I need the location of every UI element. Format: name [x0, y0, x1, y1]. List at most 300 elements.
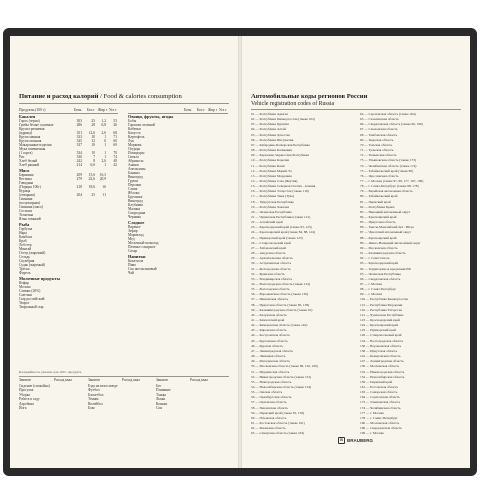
activity-cell: Лыжи	[156, 397, 166, 402]
region-code-row: 19 — Республика Хакасия	[251, 204, 289, 209]
activity-cell	[190, 393, 224, 397]
region-code-row: 78 — г. Санкт-Петербург (также 98, 178)	[360, 184, 419, 189]
region-code-row: 196 — Свердловская область	[360, 426, 402, 431]
activity-cell: Сон	[156, 406, 163, 410]
column-header: Бел г	[197, 108, 205, 112]
nutrition-value: 25	[91, 193, 95, 197]
food-name: Зефир	[128, 229, 138, 233]
region-code-row: 28 — Амурская область	[251, 251, 286, 256]
region-code-row: 11 — Республика Коми	[251, 163, 285, 168]
region-code-row: 22 — Алтайский край	[251, 220, 283, 225]
nutrition-value: 218	[76, 185, 82, 189]
food-name: Курица	[19, 189, 31, 193]
food-name: (1 сорта)	[19, 151, 33, 155]
region-code-row: 04 — Республика Алтай	[251, 127, 286, 132]
region-code-row: 97 — г. Москва	[360, 281, 383, 286]
nutrition-value: 26	[113, 123, 117, 127]
nutrition-value: 10	[91, 135, 95, 139]
food-name: Малина	[128, 207, 141, 211]
activity-cell	[122, 397, 156, 401]
food-name: Мед	[128, 237, 135, 241]
brand-name: BRAUBERG	[347, 438, 374, 443]
region-code-row: 69 — Тверская область	[360, 137, 394, 142]
food-name: Лук	[128, 139, 134, 143]
region-code-row: 89 — Ямало-Ненецкий автономный округ	[360, 240, 421, 245]
food-name: (ядрица)	[19, 131, 33, 135]
table-row	[128, 249, 228, 253]
food-name: Крупа манная	[19, 135, 41, 139]
activity-cell: Футбол	[88, 388, 100, 393]
nutrition-value: 22,6	[88, 177, 95, 181]
region-code-row: 159 — Пермский край	[360, 379, 393, 384]
food-name: Сливки (20%)	[19, 289, 41, 293]
food-name: Мармелад	[128, 233, 144, 237]
region-code-row: 46 — Курская область	[251, 343, 283, 348]
region-code-row: 161 — Ростовская область	[360, 384, 399, 389]
region-code-row: 52 — Нижегородская область (также 152)	[251, 374, 312, 379]
food-name: Сок апельсиновый	[128, 267, 157, 271]
region-code-row: 163 — Самарская область	[360, 390, 398, 395]
food-name: Творог	[19, 301, 30, 305]
food-name: Груши	[128, 179, 139, 183]
column-header: Угл г	[219, 108, 227, 112]
region-code-row: 60 — Псковская область	[251, 415, 287, 420]
food-name: Виноград	[128, 175, 143, 179]
nutrition-value: 6	[104, 139, 106, 143]
table-row	[128, 215, 228, 219]
region-code-row: 83 — Ненецкий автономный округ	[360, 209, 411, 214]
food-name: Крупа овсяная	[19, 139, 42, 143]
food-name: Ананас	[128, 163, 140, 167]
nutrition-value: 303	[76, 119, 82, 123]
food-name: Мука пшеничная	[19, 147, 46, 151]
region-code-row: 44 — Костромская область	[251, 333, 290, 338]
food-name: Рис	[19, 155, 25, 159]
nutrition-value: 209	[76, 173, 82, 177]
nutrition-value: 20,9	[99, 177, 106, 181]
region-code-row: 59 — Пермский край (также 81, 159)	[251, 410, 305, 415]
food-name: Макаронные изделия	[19, 143, 52, 147]
nutrition-value: 74	[113, 155, 117, 159]
activity-cell	[190, 384, 224, 388]
region-code-row: 125 — Приморский край	[360, 328, 396, 333]
food-name: Бананы	[128, 171, 140, 175]
nutrition-value: 1	[104, 135, 106, 139]
food-name: Виноград	[128, 199, 143, 203]
region-code-row: 73 — Ульяновская область (также 173)	[360, 158, 416, 163]
activity-cell	[190, 406, 224, 410]
food-name: Баранина	[19, 173, 34, 177]
region-code-row: 15 — Республика Северная Осетия - Алания	[251, 184, 316, 189]
region-code-row: 178 — г. Санкт-Петербург	[360, 415, 398, 420]
column-header: Белк.	[74, 108, 83, 112]
region-code-row: 26 — Ставропольский край	[251, 240, 291, 245]
food-name: Слива	[128, 187, 138, 191]
food-name: (Порция 100г)	[19, 185, 41, 189]
section-heading: Овощи, фрукты, ягоды	[128, 114, 174, 119]
region-code-row: 09 — Карачаево-Черкесская Республика	[251, 153, 310, 158]
nutrition-value: 6,8	[101, 123, 106, 127]
food-name: Хлеб ржаной	[19, 163, 40, 167]
region-code-row: 113 — Республика Мордовия	[360, 302, 403, 307]
nutrition-value: 333	[76, 135, 82, 139]
nutrition-value: 16,3	[99, 173, 106, 177]
region-code-row: 116 — Республика Татарстан	[360, 307, 403, 312]
nutrition-value: 23	[91, 119, 95, 123]
nutrition-value: 53	[113, 119, 117, 123]
region-code-row: 70 — Томская область	[360, 142, 393, 147]
activity-cell: Йога	[19, 406, 27, 410]
region-code-row: 121 — Чувашская Республика	[360, 312, 404, 317]
region-code-row: 10 — Республика Карелия	[251, 158, 289, 163]
region-code-row: 24 — Красноярский край (также 84, 88, 124)	[251, 230, 316, 235]
nutrition-value: 214	[76, 163, 82, 167]
food-name: Минтай	[19, 247, 32, 251]
region-code-row: 32 — Брянская область	[251, 271, 285, 276]
region-code-row: 30 — Астраханская область	[251, 261, 292, 266]
region-code-row: 29 — Архангельская область	[251, 256, 293, 261]
table-row	[19, 217, 118, 221]
region-code-row: 77 — г. Москва (также 97, 99, 177, 197, 199)	[360, 178, 424, 183]
food-name: (отварная)	[19, 193, 35, 197]
region-code-row: 18 — Удмуртская Республика	[251, 199, 294, 204]
region-code-row: 99 — г. Москва	[360, 292, 383, 297]
table-row	[19, 305, 118, 309]
nutrition-value: 334	[76, 151, 82, 155]
region-code-row: 164 — Саратовская область	[360, 395, 400, 400]
table-row	[128, 271, 228, 275]
region-code-row: 61 — Ростовская область (также 161)	[251, 421, 305, 425]
right-page-regions	[242, 36, 470, 468]
region-code-row: 80 — Забайкальский край	[360, 194, 398, 199]
region-code-row: 38 — Иркутская область (также 85, 138)	[251, 302, 310, 307]
region-code-row: 74 — Челябинская область (также 174)	[360, 163, 417, 168]
region-code-row: 154 — Новосибирская область	[360, 374, 405, 379]
region-code-row: 17 — Республика Тыва (Тува)	[251, 194, 294, 199]
region-code-row: 31 — Белгородская область	[251, 266, 291, 271]
food-name: Морковь	[128, 143, 142, 147]
food-name: Абрикосы	[128, 159, 144, 163]
left-page-calories	[10, 36, 238, 468]
activity-cell	[54, 406, 88, 410]
activity-cell	[54, 402, 88, 406]
region-code-row: 147 — Ленинградская область	[360, 359, 404, 364]
region-code-row: 43 — Кировская область	[251, 328, 287, 333]
region-code-row: 50 — Московская область (также 90, 150, 190)	[251, 364, 318, 369]
column-header: Жир г	[98, 108, 108, 112]
nutrition-value: 68	[113, 131, 117, 135]
food-name: Сельдь	[19, 255, 30, 259]
activity-cell	[122, 402, 156, 406]
region-code-row: 64 — Саратовская область (также 164)	[360, 112, 416, 116]
food-name: Кефир	[19, 281, 29, 285]
food-name: Горошек зеленый	[128, 123, 155, 127]
region-code-row: 36 — Воронежская область (также 136)	[251, 292, 309, 297]
food-name: Горбуша	[19, 227, 33, 231]
activity-cell: Танцы	[156, 392, 166, 397]
region-code-row: 68 — Тамбовская область	[360, 132, 398, 137]
region-code-row: 91 — Калининградская область	[360, 251, 406, 256]
region-code-row: 94 — Территории за пределами РФ	[360, 266, 411, 271]
region-code-row: 25 — Приморский край (также 125)	[251, 235, 303, 240]
nutrition-value: 242	[76, 159, 82, 163]
region-code-row: 33 — Владимирская область	[251, 276, 293, 281]
region-code-row: 08 — Республика Калмыкия	[251, 148, 292, 153]
region-code-row: 142 — Кемеровская область	[360, 354, 401, 359]
food-name: Камбала	[19, 235, 33, 239]
region-code-row: 03 — Республика Бурятия	[251, 122, 289, 127]
food-name: Скумбрия	[19, 259, 35, 263]
activity-cell: Коньки	[156, 401, 168, 406]
title-rule	[251, 109, 461, 110]
section-heading: Мясо	[19, 168, 30, 173]
nutrition-value: 15,6	[88, 173, 95, 177]
region-code-row: 62 — Рязанская область	[251, 426, 286, 431]
food-name: Язык говяжий	[19, 217, 41, 221]
region-code-row: 123 — Краснодарский край	[360, 318, 400, 322]
nutrition-value: 11	[102, 193, 106, 197]
section-heading: Напитки	[128, 254, 146, 259]
nutrition-value: 6,6	[90, 163, 95, 167]
region-code-row: 23 — Краснодарский край (также 93, 123)	[251, 225, 312, 230]
food-name: Печенье сахарное	[128, 245, 156, 249]
region-code-row: 41 — Камчатский край	[251, 318, 285, 322]
region-code-row: 42 — Кемеровская область (также 142)	[251, 323, 308, 328]
nutrition-value: 48	[113, 159, 117, 163]
food-name: Смородина	[128, 211, 146, 215]
region-code-row: 01 — Республика Адыгея	[251, 112, 288, 116]
food-name: Капуста	[128, 131, 141, 135]
nutrition-value: 69	[113, 143, 117, 147]
food-name: Ветчина	[19, 177, 32, 181]
activity-cell: Езда на велосипеде	[88, 384, 118, 388]
region-code-row: 54 — Новосибирская область (также 154)	[251, 384, 312, 389]
region-code-row: 13 — Республика Мордовия	[251, 173, 292, 178]
region-code-row: 81 — Пермский край	[360, 199, 391, 204]
food-name: Сыр российский	[19, 297, 45, 301]
food-name: Картофель	[128, 135, 145, 139]
region-code-row: 63 — Самарская область (также 163)	[251, 431, 305, 436]
activity-cell	[190, 402, 224, 406]
food-name: Свинина	[19, 197, 33, 201]
region-code-row: 35 — Вологодская область	[251, 287, 290, 292]
region-code-row: 152 — Нижегородская область	[360, 369, 405, 374]
region-code-row: 84 — Красноярский край	[360, 215, 397, 219]
food-name: Помидоры	[128, 151, 145, 155]
region-code-row: 173 — Ульяновская область	[360, 400, 401, 405]
nutrition-value: 8	[93, 159, 95, 163]
food-name: Чай	[128, 271, 134, 275]
region-code-row: 12 — Республика Марий Эл	[251, 168, 292, 173]
food-name: Грибы белые сушеные	[19, 123, 54, 127]
section-heading: Молочные продукты	[19, 276, 60, 281]
right-page-subtitle: Vehicle registration codes of Russia	[251, 101, 335, 107]
region-code-row: 199 — г. Москва	[360, 431, 384, 436]
region-code-row: 06 — Республика Ингушетия	[251, 137, 294, 142]
activity-cell	[190, 388, 224, 392]
food-name: Молоко	[19, 285, 31, 289]
region-code-row: 65 — Сахалинская область	[360, 117, 399, 122]
food-name: Говядина	[19, 181, 34, 185]
nutrition-value: 28	[91, 123, 95, 127]
activity-cell: Баскетбол	[88, 392, 104, 397]
section-heading: Сладкое	[128, 220, 145, 225]
nutrition-value: 1	[104, 143, 106, 147]
activity-header: Расход ккал	[190, 378, 209, 382]
region-code-row: 75 — Забайкальский край (также 80)	[360, 168, 414, 173]
nutrition-value: 286	[76, 123, 82, 127]
activity-cell: Работа в саду	[19, 397, 40, 402]
food-name: Икра	[19, 231, 27, 235]
activity-rule	[19, 376, 229, 377]
nutrition-value: 351	[76, 131, 82, 135]
nutrition-value: 2,6	[101, 131, 106, 135]
region-code-row: 134 — Волгоградская область	[360, 338, 404, 343]
region-code-row: 150 — Московская область	[360, 364, 400, 369]
activity-cell	[122, 388, 156, 392]
region-code-row: 48 — Липецкая область	[251, 354, 286, 359]
region-code-row: 85 — Иркутская область	[360, 220, 396, 225]
food-name: Телятина	[19, 213, 34, 217]
activity-cell: Бег	[156, 384, 162, 388]
region-code-row: 174 — Челябинская область	[360, 405, 401, 410]
activity-cell	[122, 393, 156, 397]
activity-cell	[54, 397, 88, 401]
region-code-row: 16 — Республика Татарстан (также 116)	[251, 189, 309, 194]
region-code-row: 88 — Красноярский край	[360, 235, 397, 240]
food-name: Лобстер	[19, 243, 32, 247]
activity-header: Занятие	[88, 378, 101, 382]
nutrition-value: 279	[76, 177, 82, 181]
food-name: Бобы	[128, 119, 137, 123]
region-code-row: 138 — Иркутская область	[360, 348, 398, 353]
food-name: Яблоки	[128, 191, 140, 195]
food-name: Осетр (жареный)	[19, 251, 46, 255]
activity-cell	[54, 388, 88, 392]
left-page-title	[19, 93, 182, 100]
activity-header: Расход ккал	[54, 378, 73, 382]
region-code-row: 90 — Московская область	[360, 245, 398, 250]
activity-cell: Волейбол	[88, 401, 103, 406]
region-code-row: 45 — Курганская область	[251, 338, 288, 343]
food-name: Краб	[19, 239, 27, 243]
region-code-row: 58 — Пензенская область	[251, 405, 288, 410]
food-name: Апельсины	[128, 167, 146, 171]
activity-cell: Бокс	[88, 406, 96, 410]
region-code-row: 96 — Свердловская область	[360, 276, 401, 281]
region-code-row: 136 — Воронежская область	[360, 343, 402, 348]
nutrition-value: 18,6	[88, 185, 95, 189]
food-name: Черника	[128, 215, 141, 219]
region-code-row: 07 — Кабардино-Балкарская Республика	[251, 142, 310, 147]
activity-cell: Теннис	[88, 397, 100, 402]
food-name: Творожный сыр	[19, 305, 44, 309]
food-name: Крупа гречневая	[19, 127, 45, 131]
region-code-row: 93 — Краснодарский край	[360, 261, 399, 266]
activity-header: Занятие	[19, 378, 32, 382]
activity-cell: Сидение (спокойно)	[19, 384, 50, 388]
region-code-row: 102 — Республика Башкортостан	[360, 297, 409, 302]
food-name: Молочный шоколад	[128, 241, 159, 245]
food-name: Свекла	[128, 155, 139, 159]
food-name: Хлеб белый	[19, 159, 38, 163]
region-code-row: 190 — Московская область	[360, 421, 400, 425]
region-code-row: 92 — г. Севастополь	[360, 256, 390, 261]
nutrition-value: 10	[91, 151, 95, 155]
food-name: Сметана	[19, 293, 32, 297]
activity-cell	[54, 384, 88, 388]
region-code-row: 124 — Красноярский край	[360, 323, 399, 328]
region-code-row: 76 — Ярославская область	[360, 173, 399, 178]
region-code-row: 82 — Республика Крым	[360, 204, 395, 209]
region-code-row: 53 — Новгородская область	[251, 379, 292, 384]
food-name: Кабачки	[128, 127, 141, 131]
region-code-row: 71 — Тульская область	[360, 148, 394, 153]
food-name: Кока-кола	[128, 259, 144, 263]
region-code-row: 20 — Чеченская Республика	[251, 209, 292, 214]
title-rule	[19, 103, 229, 104]
nutrition-value: 330	[76, 155, 82, 159]
right-page-title: Автомобильные коды регионов России	[251, 93, 368, 100]
nutrition-value: 1	[104, 151, 106, 155]
nutrition-value: 7	[93, 155, 95, 159]
food-name: Треска	[19, 267, 30, 271]
food-name: Пиво	[128, 263, 136, 267]
nutrition-value: 1	[104, 155, 106, 159]
nutrition-value: 1	[104, 163, 106, 167]
region-code-row: 87 — Чукотский автономный округ	[360, 230, 412, 235]
food-name: Свинина (мясо)	[19, 205, 43, 209]
region-code-row: 126 — Ставропольский край	[360, 333, 402, 338]
region-code-row: 02 — Республика Башкортостан (также 102)	[251, 117, 315, 122]
calorie-note: Калорийность указана для 100 г продукта	[19, 370, 82, 374]
column-header: Жир г	[208, 108, 218, 112]
region-code-row: 49 — Магаданская область	[251, 359, 291, 364]
region-code-row: 34 — Волгоградская область (также 134)	[251, 281, 310, 286]
table-row	[19, 271, 118, 275]
region-code-row: 39 — Калининградская область (также 91)	[251, 307, 313, 312]
region-code-row: 98 — г. Санкт-Петербург	[360, 287, 396, 292]
region-code-row: 40 — Калужская область	[251, 312, 287, 317]
activity-cell: Уборка	[19, 392, 31, 397]
nutrition-value: 10	[91, 143, 95, 147]
region-code-row: 95 — Чеченская Республика	[360, 271, 401, 276]
region-code-row: 27 — Хабаровский край	[251, 245, 286, 250]
column-header: Угл г	[109, 108, 117, 112]
region-code-row: 51 — Мурманская область	[251, 369, 290, 374]
brand-mark-icon: B	[338, 437, 345, 444]
food-name: Клубника	[128, 203, 143, 207]
region-code-row: 37 — Ивановская область	[251, 297, 289, 302]
region-code-row: 72 — Тюменская область	[360, 153, 397, 158]
nutrition-value: 42	[113, 163, 117, 167]
nutrition-value: 1,2	[101, 119, 106, 123]
food-name: Горох (зерно)	[19, 119, 40, 123]
region-code-row: 57 — Орловская область	[251, 400, 287, 405]
activity-cell: Плавание	[156, 388, 171, 393]
food-name: Форель	[19, 271, 31, 275]
nutrition-value: 60	[113, 139, 117, 143]
region-code-row: 86 — Ханты-Мансийский АО - Югра	[360, 225, 414, 230]
nutrition-value: 204	[76, 193, 82, 197]
nutrition-value: 16	[102, 185, 106, 189]
food-name: Судак (жареный)	[19, 263, 46, 267]
food-name: Брусника	[128, 195, 143, 199]
region-code-row: 79 — Еврейская автономная область	[360, 189, 413, 194]
activity-header: Занятие	[156, 378, 169, 382]
region-code-row: 55 — Омская область	[251, 390, 283, 395]
nutrition-value: 70	[113, 151, 117, 155]
